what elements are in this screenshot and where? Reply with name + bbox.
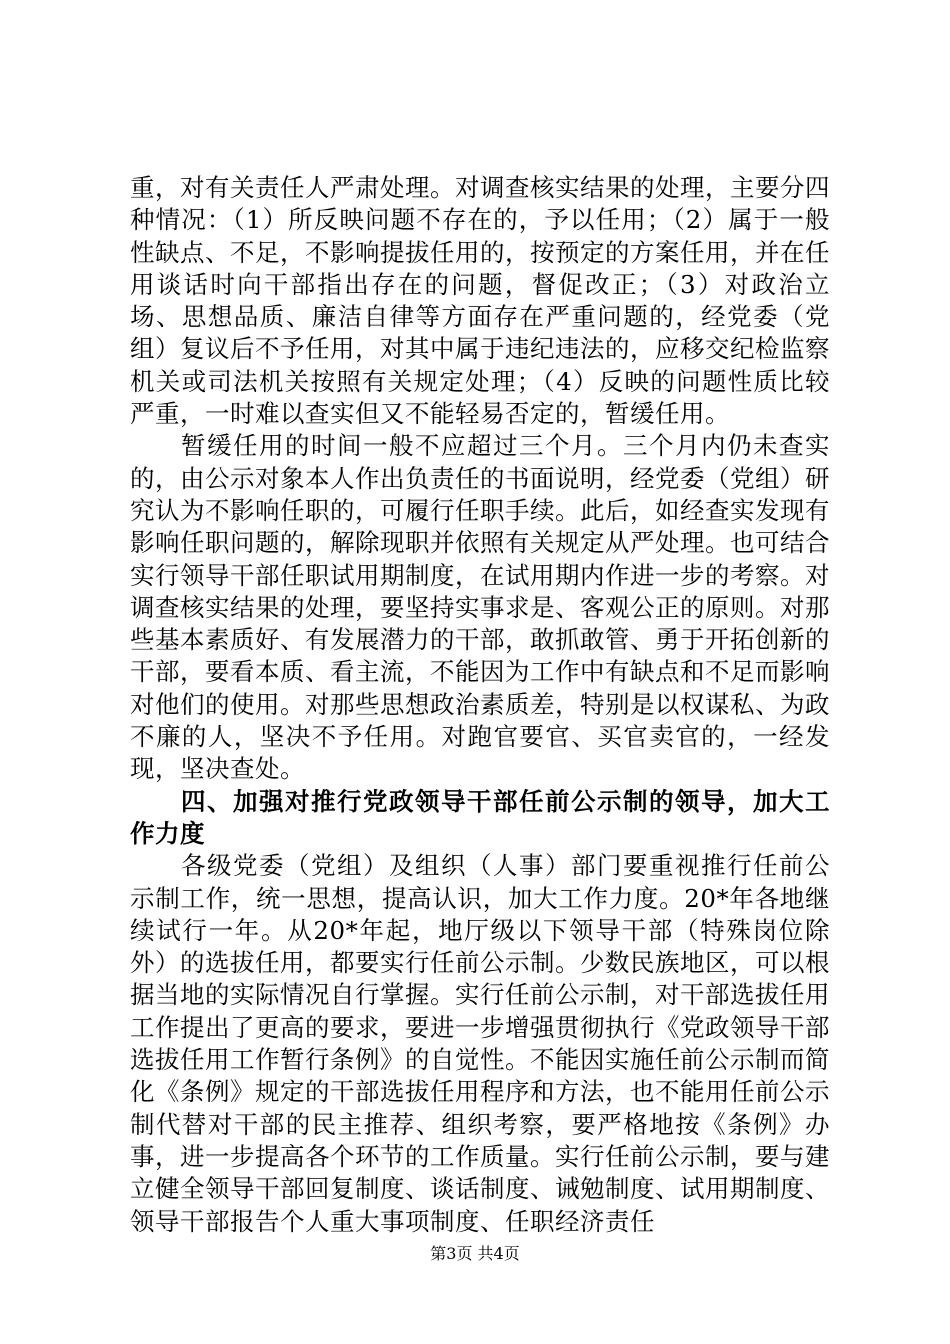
paragraph-3: 各级党委（党组）及组织（人事）部门要重视推行任前公示制工作，统一思想，提高认识，加大工作力度。20*年各地继续试行一年。从20*年起，地厅级以下领导干部（特殊岗位除外）的选拔任用，都要实行任前公示制。少数民族地区，可以根据当地的实际情况自行掌握。实行任前公示制，对干部选拔任用工作提出了更高的要求，要进一步增强贯彻执行《党政领导干部选拔任用工作暂行条例》的自觉性。不能因实施任前公示制而简化《条例》规定的干部选拔任用程序和方法，也不能用任前公示制代替对干部的民主推荐、组织考察，要严格地按《条例》办事，进一步提高各个环节的工作质量。实行任前公示制，要与建立健全领导干部回复制度、谈话制度、诫勉制度、试用期制度、领导干部报告个人重大事项制度、任职经济责任 bbox=[130, 851, 830, 1236]
paragraph-2: 暂缓任用的时间一般不应超过三个月。三个月内仍未查实的，由公示对象本人作出负责任的书面说明，经党委（党组）研究认为不影响任职的，可履行任职手续。此后，如经查实发现有影响任职问题的，解除现职并依照有关规定从严处理。也可结合实行领导干部任职试用期制度，在试用期内作进一步的考察。对调查核实结果的处理，要坚持实事求是、客观公正的原则。对那些基本素质好、有发展潜力的干部，敢抓敢管、勇于开拓创新的干部，要看本质、看主流，不能因为工作中有缺点和不足而影响对他们的使用。对那些思想政治素质差，特别是以权谋私、为政不廉的人，坚决不予任用。对跑官要官、买官卖官的，一经发现，坚决查处。 bbox=[130, 431, 830, 784]
document-body bbox=[130, 172, 830, 1238]
section-heading: 四、加强对推行党政领导干部任前公示制的领导，加大工作力度 bbox=[130, 786, 830, 848]
paragraph-1: 重，对有关责任人严肃处理。对调查核实结果的处理，主要分四种情况：（1）所反映问题不存在的，予以任用；（2）属于一般性缺点、不足，不影响提拔任用的，按预定的方案任用，并在任用谈话时向干部指出存在的问题，督促改正；（3）对政治立场、思想品质、廉洁自律等方面存在严重问题的，经党委（党组）复议后不予任用，对其中属于违纪违法的，应移交纪检监察机关或司法机关按照有关规定处理；（4）反映的问题性质比较严重，一时难以查实但又不能轻易否定的，暂缓任用。 bbox=[130, 173, 830, 429]
page-number-footer: 第3页 共4页 bbox=[430, 1244, 520, 1263]
